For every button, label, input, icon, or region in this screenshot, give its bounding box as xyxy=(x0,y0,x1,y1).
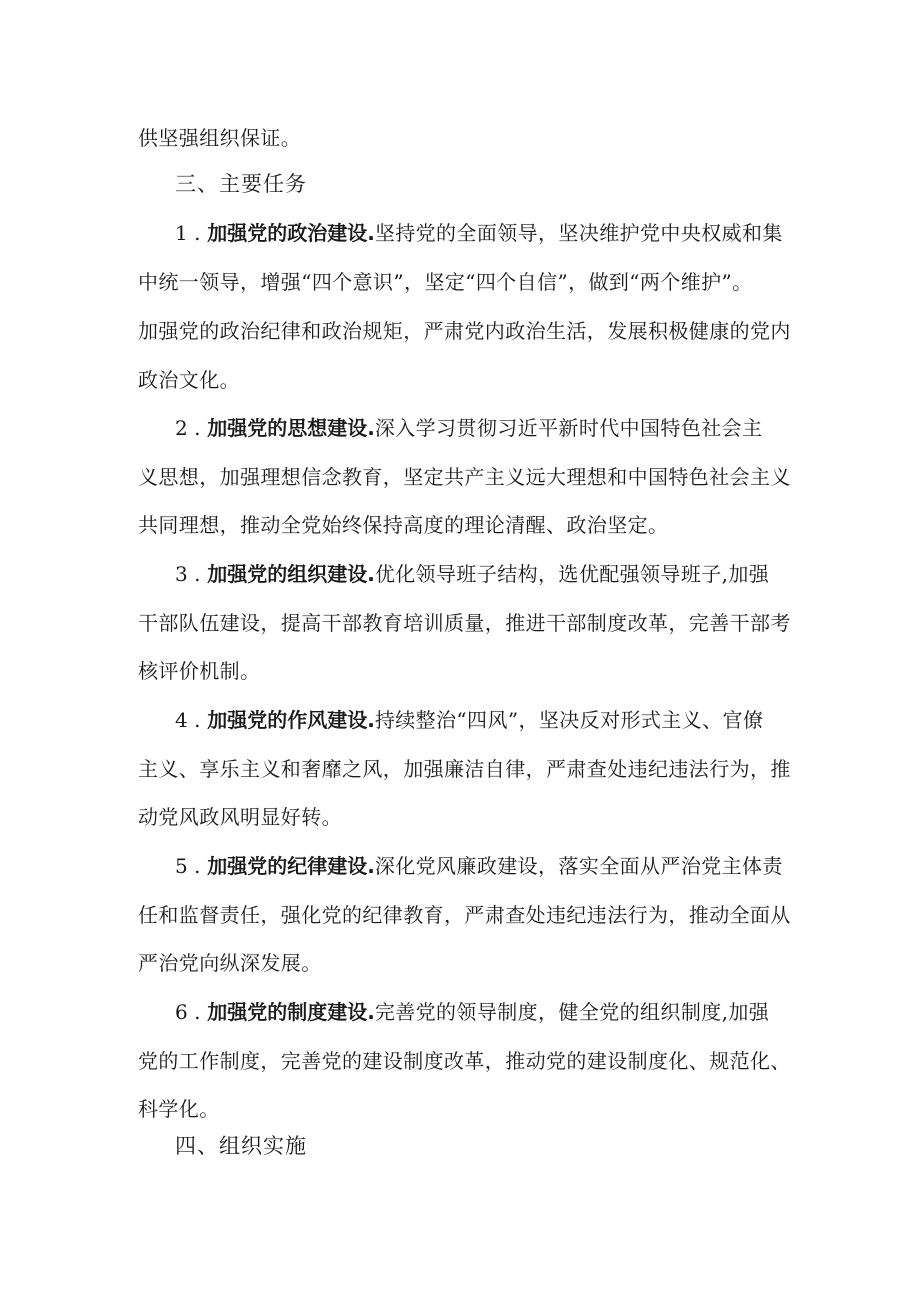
task-item-2-number: 2 . xyxy=(175,416,201,440)
task-item-6-line-3: 科学化。 xyxy=(138,1097,220,1121)
task-item-4-title: 加强党的作风建设. xyxy=(207,708,375,732)
task-item-5-line-3: 严治党向纵深发展。 xyxy=(138,951,322,975)
task-item-1-title: 加强党的政治建设. xyxy=(207,221,375,245)
task-item-2-first-line xyxy=(175,416,762,440)
section-heading-4: 四、组织实施 xyxy=(175,1134,307,1158)
section-heading-3: 三、主要任务 xyxy=(175,172,307,196)
task-item-5-line-2: 任和监督责任，强化党的纪律教育，严肃查处违纪违法行为，推动全面从 xyxy=(138,903,791,927)
task-item-2-line-3: 共同理想，推动全党始终保持高度的理论清醒、政治坚定。 xyxy=(138,513,669,537)
task-item-4-text: 持续整治“四风”，坚决反对形式主义、官僚 xyxy=(374,708,764,732)
task-item-3-title: 加强党的组织建设. xyxy=(207,562,375,586)
task-item-6-title: 加强党的制度建设. xyxy=(207,1000,375,1024)
task-item-1-text: 坚持党的全面领导，坚决维护党中央权威和集 xyxy=(374,221,783,245)
task-item-1-line-3: 加强党的政治纪律和政治规矩，严肃党内政治生活，发展积极健康的党内 xyxy=(138,319,791,343)
task-item-5-first-line xyxy=(175,854,783,878)
task-item-5-text: 深化党风廉政建设，落实全面从严治党主体责 xyxy=(374,854,783,878)
task-item-4-first-line xyxy=(175,708,763,732)
task-item-1-line-4: 政治文化。 xyxy=(138,368,240,392)
task-item-3-text: 优化领导班子结构，选优配强领导班子,加强 xyxy=(374,562,770,586)
task-item-5-number: 5 . xyxy=(175,854,201,878)
task-item-4-line-2: 主义、享乐主义和奢靡之风，加强廉洁自律，严肃查处违纪违法行为，推 xyxy=(138,757,791,781)
task-item-2-text: 深入学习贯彻习近平新时代中国特色社会主 xyxy=(374,416,763,440)
task-item-3-line-3: 核评价机制。 xyxy=(138,659,261,683)
task-item-6-first-line xyxy=(175,1000,769,1024)
task-item-5-title: 加强党的纪律建设. xyxy=(207,854,375,878)
intro-tail: 供坚强组织保证。 xyxy=(138,126,302,150)
task-item-1-line-2: 中统一领导，增强“四个意识”，坚定“四个自信”，做到“两个维护”。 xyxy=(138,270,753,294)
task-item-6-number: 6 . xyxy=(175,1000,201,1024)
task-item-3-first-line xyxy=(175,562,769,586)
task-item-4-number: 4 . xyxy=(175,708,201,732)
task-item-1-number: 1 . xyxy=(175,221,201,245)
task-item-1-first-line xyxy=(175,221,783,245)
task-item-6-text: 完善党的领导制度，健全党的组织制度,加强 xyxy=(374,1000,770,1024)
task-item-6-line-2: 党的工作制度，完善党的建设制度改革，推动党的建设制度化、规范化、 xyxy=(138,1049,791,1073)
task-item-3-number: 3 . xyxy=(175,562,201,586)
task-item-2-title: 加强党的思想建设. xyxy=(207,416,375,440)
task-item-2-line-2: 义思想，加强理想信念教育，坚定共产主义远大理想和中国特色社会主义 xyxy=(138,465,791,489)
task-item-3-line-2: 干部队伍建设，提高干部教育培训质量，推进干部制度改革，完善干部考 xyxy=(138,611,791,635)
task-item-4-line-3: 动党风政风明显好转。 xyxy=(138,805,342,829)
